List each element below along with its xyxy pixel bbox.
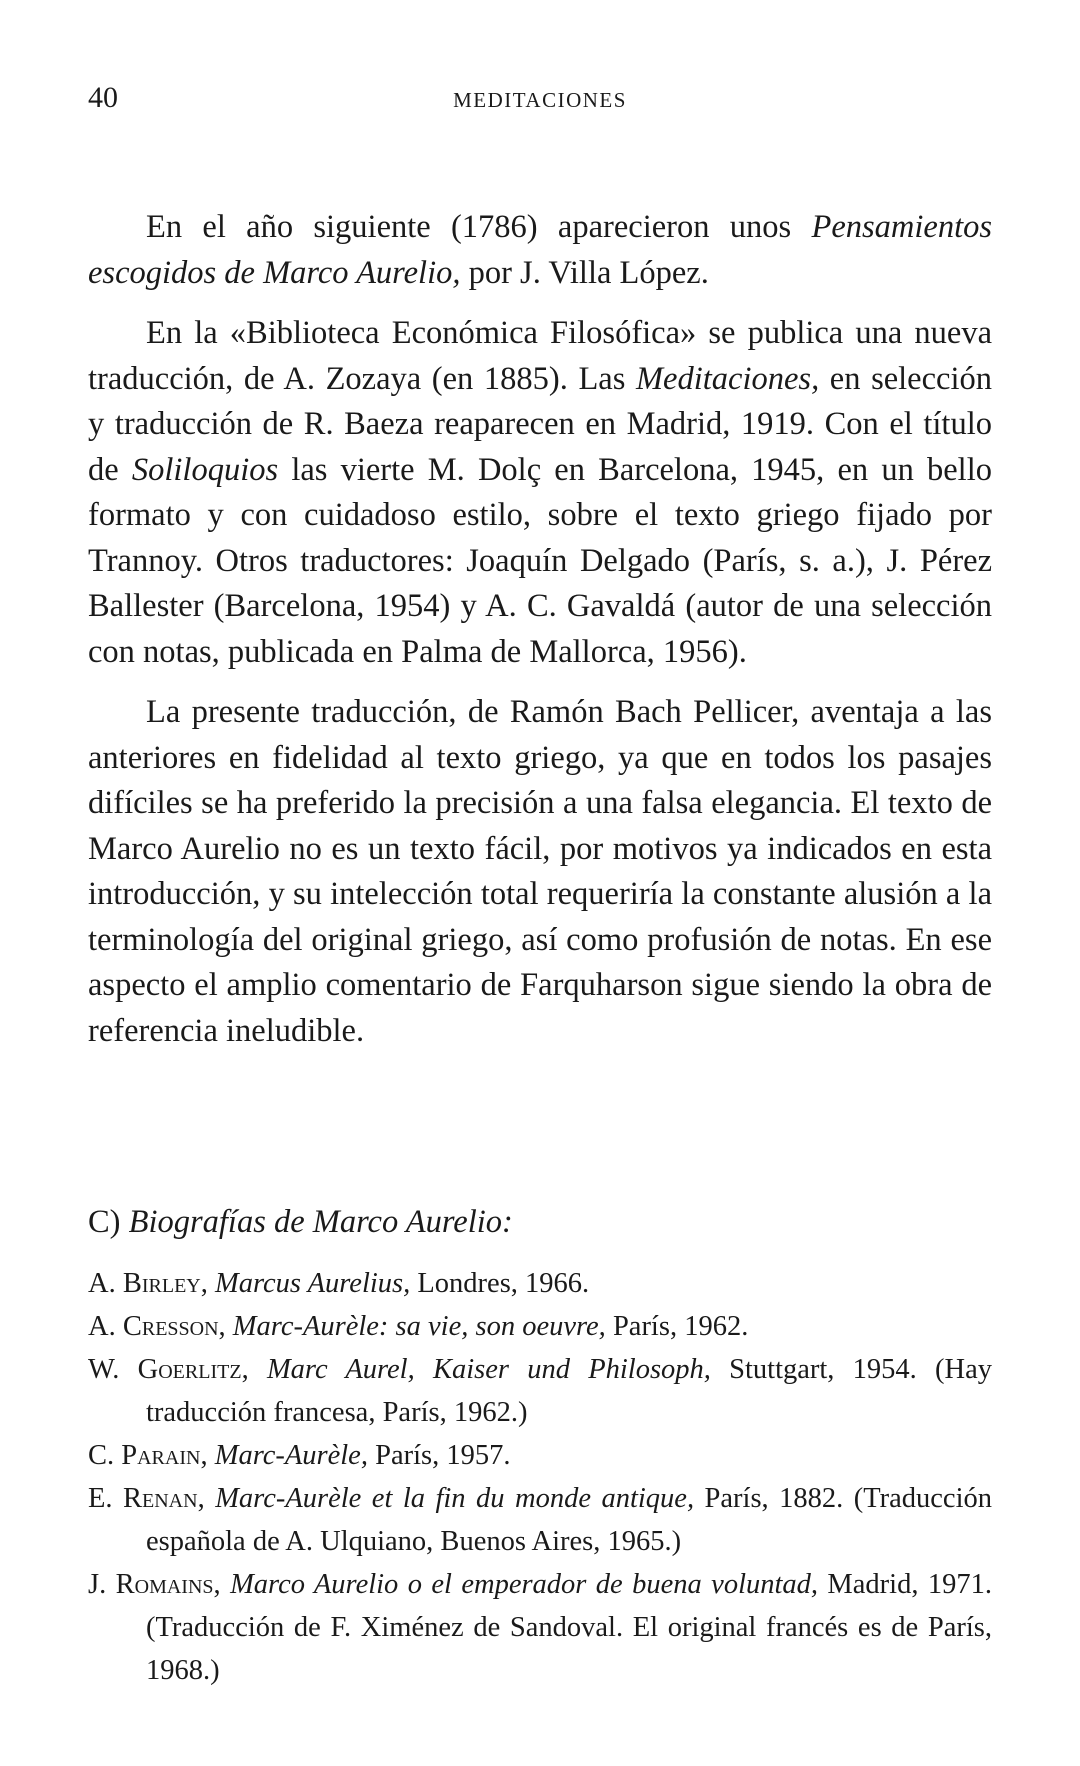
publication-info: Madrid, 1971. (Traducción de F. Ximénez de Sandoval. El original francés es de París, 1968.) <box>146 1569 992 1686</box>
bibliography-entry <box>88 1434 992 1477</box>
section-prefix: C) <box>88 1204 129 1240</box>
publication-info: París, 1882. (Traducción española de A. Ulquiano, Buenos Aires, 1965.) <box>146 1483 992 1557</box>
separator: , <box>200 1440 215 1471</box>
text-segment: La presente traducción, de Ramón Bach Pellicer, aventaja a las anteriores en fidelidad al texto griego, ya que en todos los pasajes difíciles se ha preferido la precisión a una falsa elegancia. El texto de Marco Aurelio no es un texto fácil, por motivos ya indicados en esta introducción, y su intelección total requeriría la constante alusión a la terminología del original griego, así como profusión de notas. En ese aspecto el amplio comentario de Farquharson sigue siendo la obra de referencia ineludible. <box>88 694 992 1049</box>
body-text <box>88 205 992 1054</box>
work-title: Marc-Aurèle: sa vie, son oeuvre, <box>232 1311 606 1342</box>
author-surname: Romains <box>115 1569 214 1600</box>
work-title: Marcus Aurelius, <box>214 1268 411 1299</box>
author-surname: Cresson <box>122 1311 219 1342</box>
publication-info: Londres, 1966. <box>410 1268 590 1299</box>
separator: , <box>213 1569 231 1600</box>
bibliography-entry <box>88 1348 992 1434</box>
italic-title: Pensamientos escogidos de Marco Aurelio, <box>88 209 992 291</box>
text-segment: En la «Biblioteca Económica Filosófica» se publica una nueva traducción, de A. Zozaya (en 1885). Las <box>88 315 992 397</box>
text-segment: En el año siguiente (1786) aparecieron unos <box>146 209 812 245</box>
publication-info: Stuttgart, 1954. (Hay traducción francesa, París, 1962.) <box>146 1354 993 1428</box>
bibliography-list <box>88 1262 992 1692</box>
author-initial: W. <box>88 1354 138 1385</box>
author-initial: A. <box>88 1268 123 1299</box>
author-initial: C. <box>88 1440 122 1471</box>
paragraph <box>88 690 992 1054</box>
author-surname: Parain <box>121 1440 201 1471</box>
separator: , <box>200 1268 215 1299</box>
bibliography-entry <box>88 1305 992 1348</box>
separator: , <box>218 1311 233 1342</box>
section-title: Biografías de Marco Aurelio: <box>128 1204 513 1240</box>
section-heading <box>88 1200 992 1244</box>
work-title: Marc-Aurèle et la fin du monde antique, <box>215 1483 695 1514</box>
bibliography-entry <box>88 1262 992 1305</box>
paragraph <box>88 311 992 675</box>
text-segment: por J. Villa López. <box>460 254 709 291</box>
work-title: Marc-Aurèle, <box>214 1440 368 1471</box>
author-surname: Renan <box>123 1483 198 1514</box>
bibliography-entry <box>88 1563 992 1692</box>
author-surname: Goerlitz <box>137 1354 242 1385</box>
page-number: 40 <box>88 81 118 114</box>
author-surname: Birley <box>122 1268 201 1299</box>
italic-title: Soliloquios <box>131 451 279 488</box>
running-title: MEDITACIONES <box>453 88 627 112</box>
author-initial: A. <box>88 1311 123 1342</box>
author-initial: E. <box>88 1483 124 1514</box>
publication-info: París, 1957. <box>367 1440 511 1471</box>
paragraph <box>88 205 992 296</box>
bibliography-entry <box>88 1477 992 1563</box>
work-title: Marc Aurel, Kaiser und Philosoph, <box>266 1354 711 1385</box>
author-initial: J. <box>88 1569 116 1600</box>
publication-info: París, 1962. <box>605 1311 749 1342</box>
text-segment: en selección y traducción de R. Baeza reaparecen en Madrid, 1919. Con el título de <box>88 360 992 488</box>
separator: , <box>197 1483 216 1514</box>
text-segment: las vierte M. Dolç en Barcelona, 1945, en un bello formato y con cuidadoso estilo, sobre el texto griego fijado por Trannoy. Otros traductores: Joaquín Delgado (París, s. a.), J. Pérez Ballester (Barcelona, 1954) y A. C. Gavaldá (autor de una selección con notas, publicada en Palma de Mallorca, 1956). <box>88 451 992 670</box>
page-header <box>88 78 992 118</box>
work-title: Marco Aurelio o el emperador de buena voluntad, <box>230 1569 819 1600</box>
separator: , <box>241 1354 267 1385</box>
italic-title: Meditaciones, <box>635 360 820 397</box>
